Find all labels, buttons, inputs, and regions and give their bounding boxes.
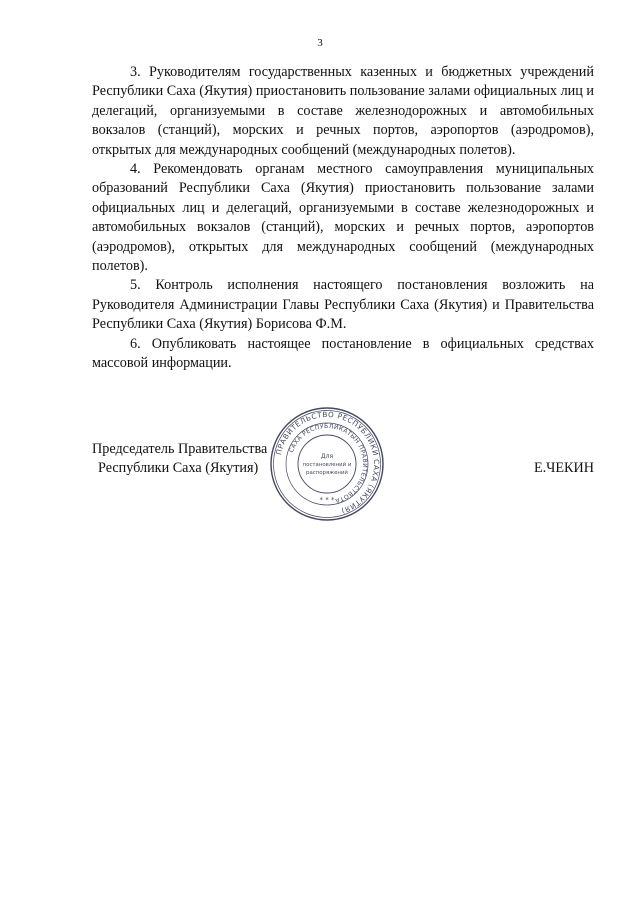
paragraph-6: 6. Опубликовать настоящее постановление в официальных средствах массовой информации.	[92, 335, 594, 372]
seal-center-line-3: распоряжений	[306, 470, 348, 476]
paragraph-5: 5. Контроль исполнения настоящего постановления возложить на Руководителя Администрации Главы Республики Саха (Якутия) и Правительства Республики Саха (Якутия) Борисова Ф.М.	[92, 277, 594, 333]
seal-center-line-2: постановлений и	[302, 462, 352, 468]
signatory-name: Е.ЧЕКИН	[533, 460, 594, 476]
official-seal	[268, 405, 386, 523]
signatory-title-line-1: Председатель Правительства	[92, 441, 268, 457]
signatory-title-line-2: Республики Саха (Якутия)	[98, 460, 259, 476]
seal-outer-text: ПРАВИТЕЛЬСТВО РЕСПУБЛИКИ САХА (ЯКУТИЯ)	[273, 409, 382, 516]
document-body	[92, 63, 594, 374]
seal-inner-text: САХА РЕСПУБЛИКАТЫН ПРАВИТЕЛЬСТВОТА	[288, 422, 369, 505]
page-number: 3	[317, 37, 323, 49]
paragraph-4: 4. Рекомендовать органам местного самоуправления муниципальных образований Республики Саха (Якутия) приостановить пользование залами официальных лиц и делегаций, организуемыми в составе железнодорожных и автомобильных вокзалов (станций), морских и речных портов, аэропортов (аэродромов), открытых для международных сообщений (международных полетов).	[92, 161, 594, 275]
paragraph-3: 3. Руководителям государственных казенных и бюджетных учреждений Республики Саха (Якутия) приостановить пользование залами официальных лиц и делегаций, организуемыми в составе железнодорожных и автомобильных вокзалов (станций), морских и речных портов, аэропортов (аэродромов), открытых для международных сообщений (международных полетов).	[92, 64, 594, 158]
seal-stars: * * *	[319, 496, 335, 504]
seal-center-line-1: Для	[320, 453, 334, 460]
seal-stamp-icon	[268, 405, 386, 523]
